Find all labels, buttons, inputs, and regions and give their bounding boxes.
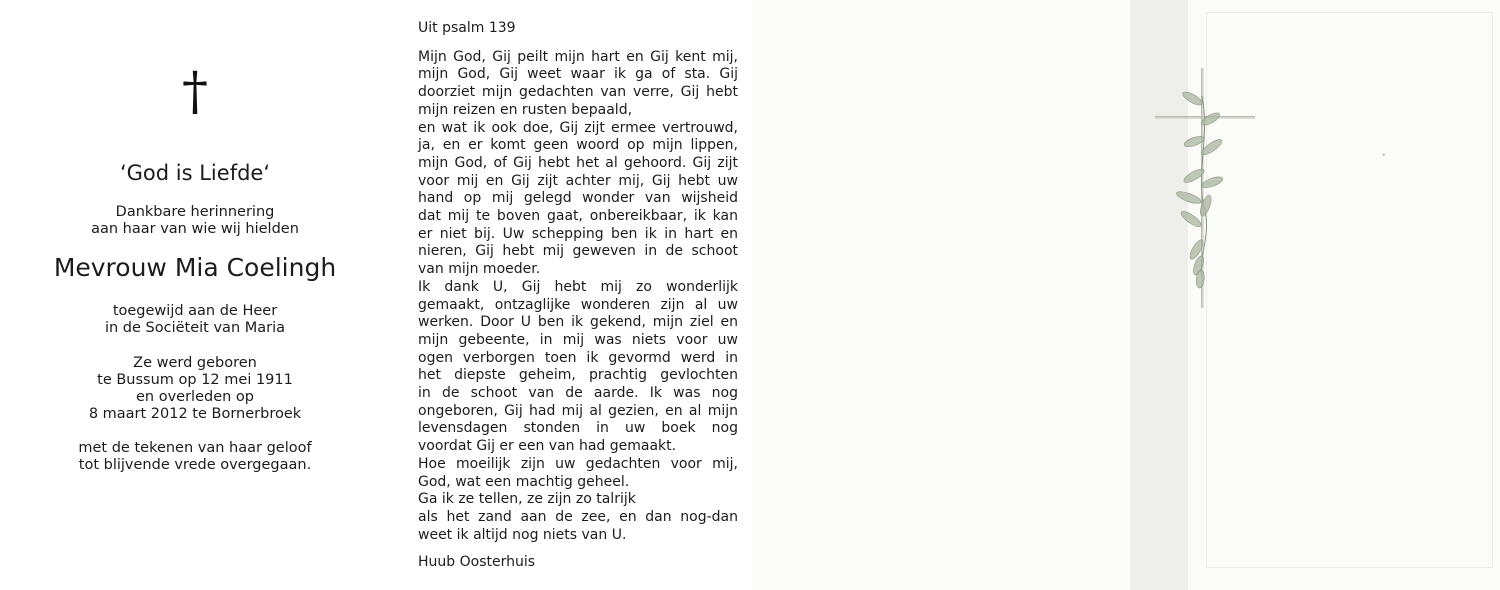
dedication-line: toegewijd aan de Heer: [112, 303, 278, 319]
intro-line: aan haar van wie wij hielden: [91, 221, 299, 237]
poem-line: doorziet mijn gedachten van verre, Gij hebt: [418, 84, 738, 101]
poem-line: God, wat een machtig geheel.: [418, 473, 630, 490]
memorial-left-panel: [0, 0, 390, 590]
dedication-line: in de Sociëteit van Maria: [104, 320, 286, 336]
poem-line: mijn gebeente, in mij was niets voor uw: [418, 331, 738, 348]
poem-line: in de schoot van de aarde. Ik was nog: [418, 385, 738, 402]
poem-line: voor mij en Gij zijt achter mij, Gij hebt uw: [418, 172, 738, 189]
poem-line: hand op mij gelegd wonder van wijsheid: [418, 190, 738, 207]
poem-panel: [390, 0, 752, 590]
poem-title: Uit psalm 139: [418, 20, 516, 36]
poem-line: mijn God, of Gij hebt het al gehoord. Gij zijt: [418, 154, 738, 171]
poem-line: nieren, Gij hebt mij geweven in de schoot: [418, 243, 738, 260]
poem-line: gemaakt, ontzaglijke wonderen zijn al uw: [418, 296, 738, 313]
poem-line: Mijn God, Gij peilt mijn hart en Gij kent mij,: [418, 48, 738, 65]
poem-line: Ga ik ze tellen, ze zijn zo talrijk: [418, 491, 636, 508]
life-line: en overleden op: [135, 389, 254, 405]
leaf: [1201, 175, 1224, 190]
leaf: [1175, 189, 1202, 205]
poem-line: van mijn moeder.: [418, 261, 541, 278]
poem-line: er niet bij. Uw schepping ben ik in hart en: [418, 225, 738, 242]
poem: [418, 20, 738, 572]
poem-line: als het zand aan de zee, en dan nog-dan: [418, 508, 738, 525]
poem-line: levensdagen stonden in uw boek nog: [418, 420, 738, 437]
poem-line: het diepste geheim, prachtig gevlochten: [418, 367, 738, 384]
poem-line: ogen verborgen toen ik gevormd werd in: [418, 349, 738, 366]
poem-line: ja, en er komt geen woord op mijn lippen,: [418, 137, 738, 154]
cross-icon: †: [182, 62, 208, 122]
life-line: Ze werd geboren: [133, 355, 257, 371]
life-line: 8 maart 2012 te Bornerbroek: [88, 406, 302, 422]
poem-line: voordat Gij er een van had gemaakt.: [418, 438, 677, 455]
front-cover-panel: [1130, 0, 1500, 590]
poem-line: werken. Door U ben ik gekend, mijn ziel en: [418, 314, 738, 331]
poem-author: Huub Oosterhuis: [418, 554, 536, 571]
poem-line: en wat ik ook doe, Gij zijt ermee vertrouwd,: [418, 119, 738, 136]
leaf: [1181, 90, 1204, 108]
cross-with-leaves-icon: [1152, 66, 1262, 316]
blank-inner-panel: [752, 0, 1130, 590]
life-line: te Bussum op 12 mei 1911: [97, 372, 293, 388]
deceased-name: Mevrouw Mia Coelingh: [53, 253, 337, 282]
leaf: [1198, 194, 1213, 217]
closing-line: met de tekenen van haar geloof: [78, 440, 312, 456]
motto: ‘God is Liefde‘: [119, 161, 271, 185]
paper-speck: •: [1382, 152, 1386, 159]
poem-line: mijn reizen en rusten bepaald,: [418, 101, 633, 118]
poem-line: weet ik altijd nog niets van U.: [418, 526, 627, 543]
poem-line: ongeboren, Gij had mij al gezien, en al mijn: [418, 402, 738, 419]
poem-body: [418, 49, 738, 545]
intro-line: Dankbare herinnering: [115, 204, 275, 220]
poem-line: Hoe moeilijk zijn uw gedachten voor mij,: [418, 455, 738, 472]
poem-line: Ik dank U, Gij hebt mij zo wonderlijk: [418, 278, 738, 295]
leaf: [1179, 209, 1203, 229]
poem-line: mijn God, Gij weet waar ik ga of sta. Gij: [418, 66, 738, 83]
closing-line: tot blijvende vrede overgegaan.: [78, 457, 312, 473]
poem-line: dat mij te boven gaat, onbereikbaar, ik kan: [418, 208, 738, 225]
